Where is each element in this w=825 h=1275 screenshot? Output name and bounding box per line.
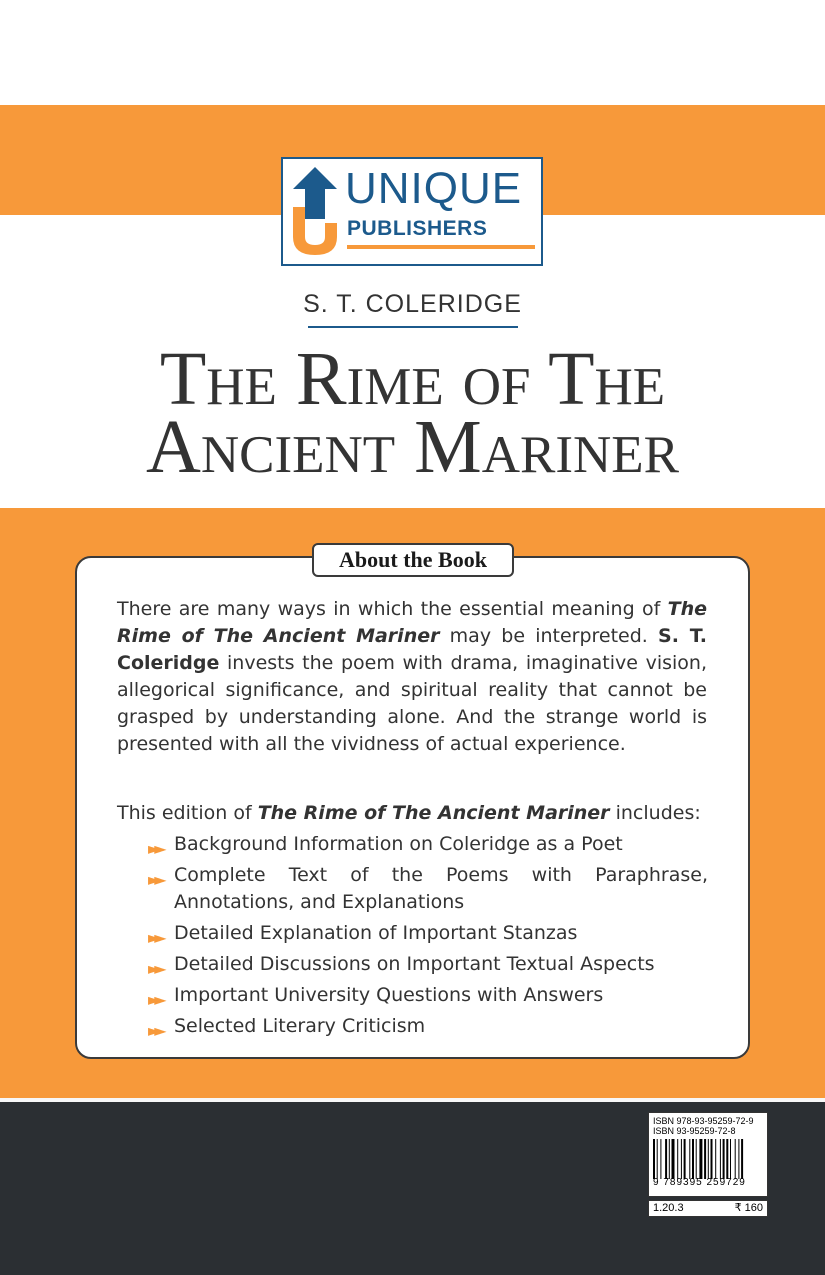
list-item	[148, 831, 708, 858]
list-item	[148, 862, 708, 916]
list-item-text: Detailed Explanation of Important Stanzas	[174, 922, 578, 944]
about-heading: About the Book	[312, 543, 514, 577]
barcode-number: 9 789395 259729	[653, 1177, 746, 1188]
about-text: may be interpreted.	[439, 625, 659, 647]
logo-word-publishers: PUBLISHERS	[347, 217, 488, 240]
list-item-text: Selected Literary Criticism	[174, 1015, 426, 1037]
contents-list	[148, 831, 708, 1044]
isbn-13: ISBN 978-93-95259-72-9	[653, 1116, 754, 1126]
double-chevron-icon: ►►	[148, 990, 161, 1009]
about-paragraph	[117, 596, 707, 758]
list-item-text: Complete Text of the Poems with Paraphrase, Annotations, and Explanations	[174, 864, 708, 913]
double-chevron-icon: ►►	[148, 839, 161, 858]
barcode	[648, 1112, 768, 1197]
about-book-title: The Rime of The Ancient Mariner	[117, 598, 707, 647]
includes-text: includes:	[609, 802, 701, 824]
list-item	[148, 951, 708, 978]
list-item	[148, 920, 708, 947]
double-chevron-icon: ►►	[148, 1021, 161, 1040]
about-text: There are many ways in which the essential meaning of	[117, 598, 668, 620]
double-chevron-icon: ►►	[148, 959, 161, 978]
list-item-text: Detailed Discussions on Important Textual Aspects	[174, 953, 655, 975]
list-item-text: Important University Questions with Answers	[174, 984, 604, 1006]
double-chevron-icon: ►►	[148, 928, 161, 947]
price-row	[648, 1200, 768, 1217]
title-line-2: Ancient Mariner	[145, 405, 680, 489]
title-line-1: The Rime of The	[159, 337, 666, 421]
includes-book-title: The Rime of The Ancient Mariner	[257, 802, 610, 824]
author-divider	[308, 326, 518, 328]
about-author: S. T. Coleridge	[117, 625, 708, 674]
edition-code: 1.20.3	[653, 1202, 684, 1214]
includes-line	[117, 800, 717, 827]
logo-underline	[347, 245, 535, 249]
author-name: S. T. COLERIDGE	[303, 290, 522, 318]
isbn-10: ISBN 93-95259-72-8	[653, 1126, 736, 1136]
list-item	[148, 982, 708, 1009]
includes-text: This edition of	[117, 802, 258, 824]
list-item	[148, 1013, 708, 1040]
list-item-text: Background Information on Coleridge as a Poet	[174, 833, 623, 855]
price: ₹ 160	[734, 1202, 763, 1214]
book-title	[0, 337, 825, 489]
barcode-bars-icon	[653, 1139, 765, 1179]
double-chevron-icon: ►►	[148, 870, 161, 889]
about-text: invests the poem with drama, imaginative vision, allegorical significance, and spiritual reality that cannot be grasped by understanding alone. And the strange world is presented with all the vividness of actual experience.	[117, 652, 707, 755]
logo-word-unique: UNIQUE	[345, 164, 523, 213]
publisher-logo	[281, 157, 543, 266]
u-arrow-logo-icon	[291, 167, 339, 255]
